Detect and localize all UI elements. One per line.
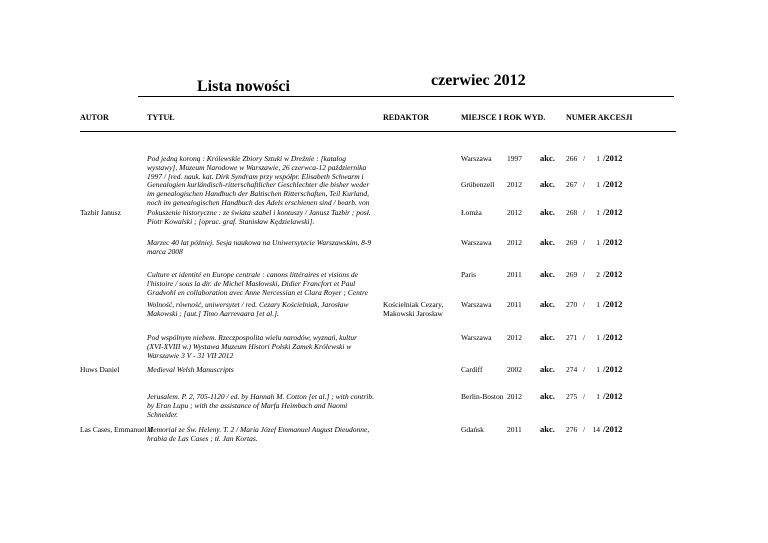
row-title: Marzec 40 lat później. Sesja naukowa na Uniwersytecie Warszawskim, 8-9 marca 2008	[147, 238, 372, 256]
row-accession-year: /2012	[603, 179, 623, 189]
row-accession-number: 275	[566, 392, 578, 401]
row-akc-label: akc.	[540, 269, 555, 279]
row-title: Jerusalem. P. 2, 705-1120 / ed. by Hannah M. Cotton [et al.] ; with contrib. by Eran Lupu ; with the assistance of Marfa Heimbach and Naomi Schneider.	[147, 392, 374, 419]
column-header-autor: AUTOR	[80, 113, 109, 122]
row-accession-year: /2012	[603, 207, 623, 217]
row-accession-year: /2012	[603, 391, 623, 401]
row-accession-year: /2012	[603, 299, 623, 309]
row-year: 1997	[507, 154, 522, 163]
row-accession-slash: /	[583, 154, 586, 163]
row-akc-label: akc.	[540, 364, 555, 374]
row-place: Cardiff	[461, 365, 483, 374]
row-akc-label: akc.	[540, 391, 555, 401]
row-accession-month: 14	[592, 425, 600, 434]
row-year: 2012	[507, 333, 522, 342]
row-title: Culture et identité en Europe centrale : canons littéraires et visions de l'histoire / sous la dir. de Michel Masłowski, Didier Francfort et Paul Gradvohl en collaboration avec Anne Nercessian et Clara Royer ; Centre	[147, 270, 368, 297]
row-accession-slash: /	[583, 270, 586, 279]
row-place: Gdańsk	[461, 425, 484, 434]
row-year: 2002	[507, 365, 522, 374]
row-title: Pod wspólnym niebem. Rzeczpospolita wielu narodów, wyznań, kultur (XVI-XVIII w.) Wystawa Muzeum Histori Polski Zamek Królewski w Warszawie 3 V - 31 VII 2012	[147, 333, 357, 360]
row-year: 2011	[507, 300, 522, 309]
row-accession-month: 1	[596, 365, 600, 374]
row-title: Wolność, równość, uniwersytet / red. Cezary Kościelniak, Jarosław Makowski ; [aut.] Timo Aarrevaara [et al.].	[147, 300, 349, 318]
row-akc-label: akc.	[540, 424, 555, 434]
row-accession-year: /2012	[603, 237, 623, 247]
row-year: 2011	[507, 270, 522, 279]
row-place: Paris	[461, 270, 476, 279]
title-divider	[138, 96, 674, 97]
row-accession-number: 266	[566, 154, 578, 163]
row-accession-year: /2012	[603, 364, 623, 374]
row-accession-month: 1	[596, 208, 600, 217]
row-title: Genealogien kurländisch-ritterschaftlicher Geschlechter die bisher weder im genealogischen Handbuch der Baltischen Ritterschaften, Teil Kurland, noch im genealogischen Handbuch des Adels erschienen sind / bearb. von	[147, 180, 370, 207]
row-author: Las Cases, Emmanuel d	[80, 425, 153, 434]
row-place: Łomża	[461, 208, 482, 217]
row-akc-label: akc.	[540, 207, 555, 217]
row-place: Warszawa	[461, 333, 492, 342]
row-accession-number: 274	[566, 365, 578, 374]
row-author: Huws Daniel	[80, 365, 120, 374]
row-year: 2012	[507, 392, 522, 401]
row-accession-slash: /	[583, 300, 586, 309]
row-accession-slash: /	[583, 392, 586, 401]
row-accession-number: 269	[566, 238, 578, 247]
page-title: Lista nowości	[197, 78, 290, 95]
row-accession-slash: /	[583, 333, 586, 342]
row-akc-label: akc.	[540, 332, 555, 342]
row-title: Medieval Welsh Manuscripts	[147, 365, 234, 374]
column-header-numer: NUMER AKCESJI	[566, 113, 633, 122]
row-accession-number: 271	[566, 333, 578, 342]
row-accession-month: 1	[596, 392, 600, 401]
column-header-tytul: TYTUŁ	[147, 113, 175, 122]
column-header-redaktor: REDAKTOR	[383, 113, 430, 122]
row-place: Berlin-Boston	[461, 392, 504, 401]
row-accession-slash: /	[583, 180, 586, 189]
list-date: czerwiec 2012	[431, 72, 526, 89]
row-accession-month: 1	[596, 238, 600, 247]
row-accession-slash: /	[583, 425, 586, 434]
row-editor: Kościelniak Cezary, Makowski Jarosław	[383, 300, 444, 318]
row-accession-month: 1	[596, 154, 600, 163]
row-accession-year: /2012	[603, 332, 623, 342]
row-place: Warszawa	[461, 238, 492, 247]
row-place: Warszawa	[461, 154, 492, 163]
row-accession-year: /2012	[603, 424, 623, 434]
header-divider	[80, 131, 676, 132]
row-year: 2012	[507, 208, 522, 217]
row-title: Pod jedną koroną : Królewskie Zbiory Sztuki w Dreźnie : [katalog wystawy], Muzeum Narodowe w Warszawie, 26 czerwca-12 października 1997 / [red. nauk. kat. Dirk Syndram przy współpr. Elisabeth Schwarm i	[147, 154, 367, 181]
row-year: 2012	[507, 238, 522, 247]
row-title: Pokuszenie historyczne : ze świata szabel i kontuszy / Janusz Tazbir ; posł. Piotr Kowalski ; [oprac. graf. Stanisław Kędzielawski].	[147, 208, 371, 226]
row-accession-month: 2	[596, 270, 600, 279]
row-title: Memoriał ze Św. Heleny. T. 2 / Maria Józef Emmanuel August Dieudonne, hrabia de Las Cases ; tł. Jan Kortas.	[147, 425, 370, 443]
row-author: Tazbir Janusz	[80, 208, 121, 217]
row-accession-number: 269	[566, 270, 578, 279]
row-accession-slash: /	[583, 238, 586, 247]
row-accession-year: /2012	[603, 153, 623, 163]
row-akc-label: akc.	[540, 237, 555, 247]
row-accession-slash: /	[583, 208, 586, 217]
row-accession-year: /2012	[603, 269, 623, 279]
row-accession-month: 1	[596, 180, 600, 189]
row-place: Warszawa	[461, 300, 492, 309]
row-akc-label: akc.	[540, 179, 555, 189]
row-accession-number: 276	[566, 425, 578, 434]
row-year: 2011	[507, 425, 522, 434]
row-year: 2012	[507, 180, 522, 189]
row-akc-label: akc.	[540, 153, 555, 163]
row-accession-month: 1	[596, 333, 600, 342]
row-accession-number: 270	[566, 300, 578, 309]
row-accession-slash: /	[583, 365, 586, 374]
row-accession-number: 267	[566, 180, 578, 189]
row-akc-label: akc.	[540, 299, 555, 309]
row-accession-month: 1	[596, 300, 600, 309]
row-accession-number: 268	[566, 208, 578, 217]
column-header-miejsce: MIEJSCE I ROK WYD.	[461, 113, 546, 122]
row-place: Grübenzell	[461, 180, 495, 189]
